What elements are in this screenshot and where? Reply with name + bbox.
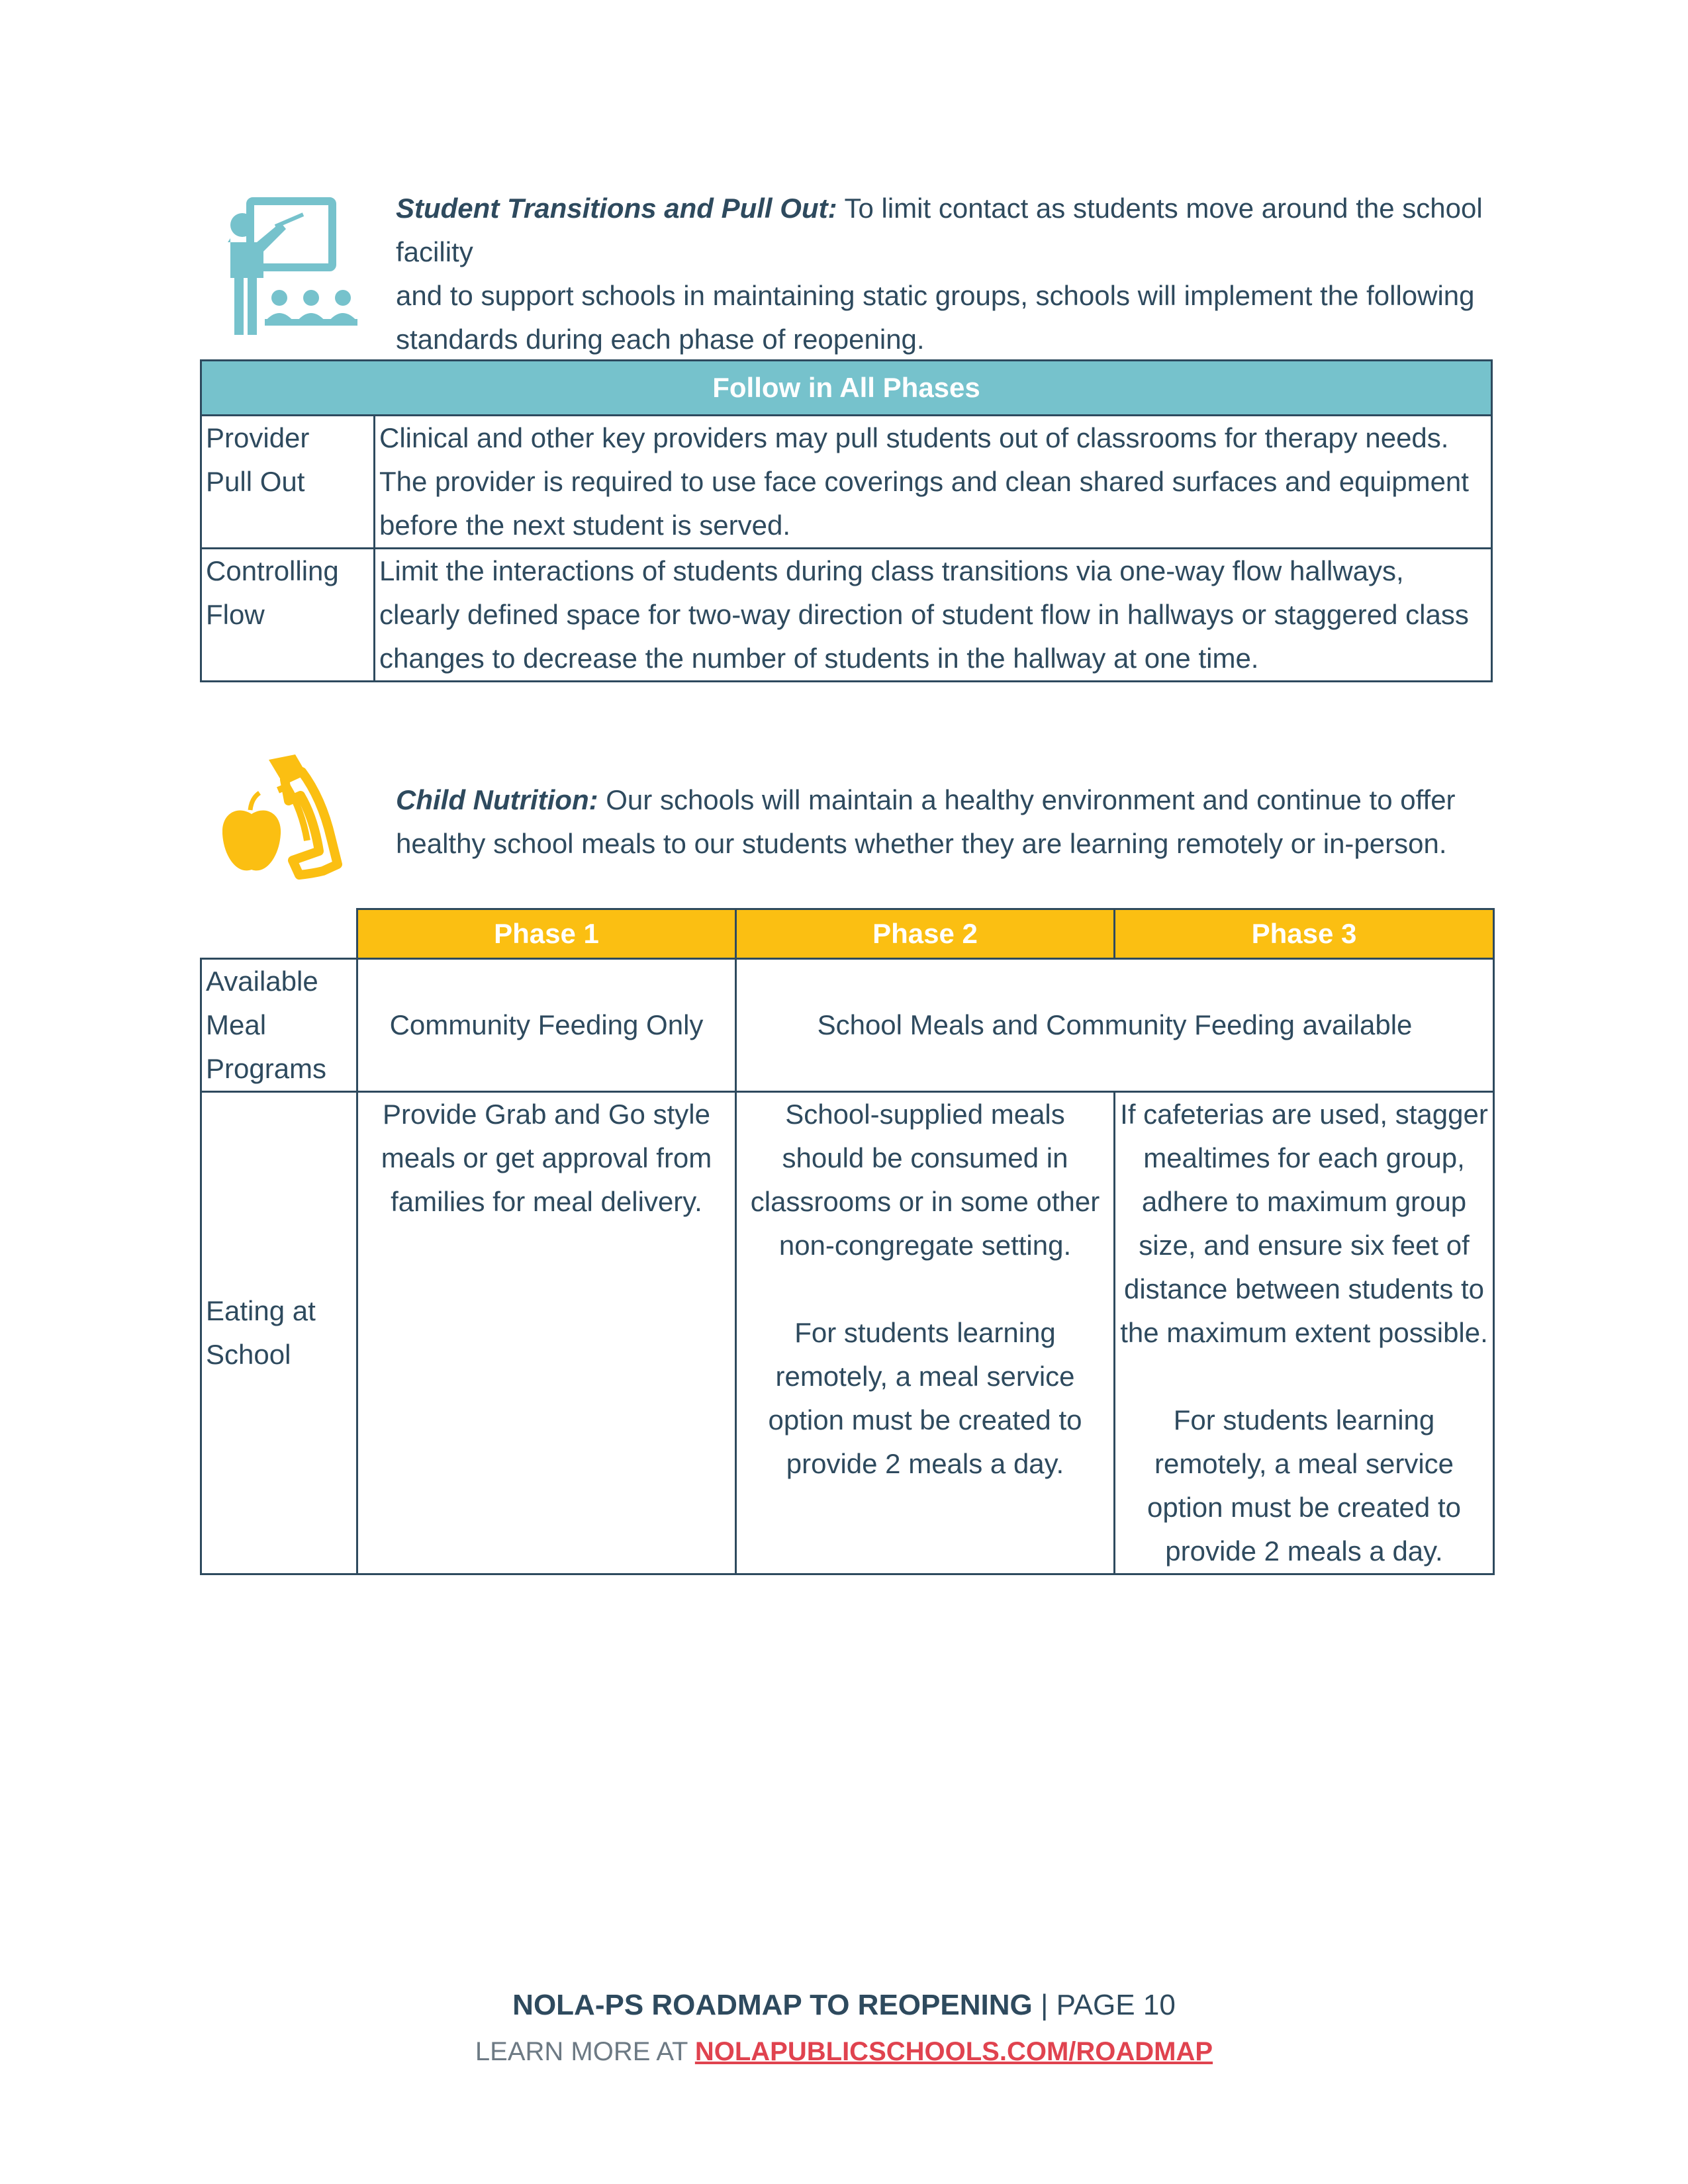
row-text-provider-pull-out: Clinical and other key providers may pull students out of classrooms for therapy needs. The provider is required to use face coverings and clean shared surfaces and equipment before the next student is served. <box>375 416 1492 549</box>
table-corner <box>201 909 357 959</box>
eating-phase1: Provide Grab and Go style meals or get approval from families for meal delivery. <box>357 1092 736 1574</box>
row-label-line: Provider <box>206 422 310 453</box>
section2-intro <box>396 778 1521 866</box>
footer-learn-more-text: LEARN MORE AT <box>475 2037 695 2066</box>
teacher-presentation-icon <box>211 196 367 336</box>
row-label-line: School <box>206 1339 291 1370</box>
table-header-all-phases: Follow in All Phases <box>201 361 1492 416</box>
phase-2-header: Phase 2 <box>736 909 1115 959</box>
footer-roadmap-link[interactable]: NOLAPUBLICSCHOOLS.COM/ROADMAP <box>694 2037 1213 2066</box>
row-label-line: Controlling <box>206 555 339 586</box>
section2-body-line1: Our schools will maintain a healthy environment and continue to offer <box>598 784 1456 815</box>
row-label-line: Available <box>206 966 318 997</box>
nutrition-table <box>200 908 1495 1575</box>
section1-lead: Student Transitions and Pull Out: <box>396 193 837 224</box>
row-label-available-meal-programs <box>201 959 357 1092</box>
footer-page: PAGE 10 <box>1048 1989 1176 2021</box>
eating-phase2-para1: School-supplied meals should be consumed in classrooms or in some other non-congregate setting. <box>750 1099 1100 1261</box>
table-row <box>201 959 1494 1092</box>
eating-phase3-para1: If cafeterias are used, stagger mealtimes for each group, adhere to maximum group size, and ensure six feet of distance between students to the maximum extent possible. <box>1120 1099 1488 1348</box>
row-label-line: Pull Out <box>206 466 305 497</box>
row-label-line: Flow <box>206 599 265 630</box>
transitions-table <box>200 359 1493 682</box>
phase-3-header: Phase 3 <box>1115 909 1494 959</box>
row-label-provider-pull-out <box>201 416 375 549</box>
meal-programs-phase23: School Meals and Community Feeding available <box>736 959 1494 1092</box>
row-label-line: Programs <box>206 1053 327 1084</box>
meal-programs-phase1: Community Feeding Only <box>357 959 736 1092</box>
row-label-line: Meal <box>206 1009 267 1040</box>
row-text-controlling-flow: Limit the interactions of students during class transitions via one-way flow hallways, clearly defined space for two-way direction of student flow in hallways or staggered class changes to decrease the number of students in the hallway at one time. <box>375 549 1492 682</box>
row-label-eating-at-school <box>201 1092 357 1574</box>
section1-body-line3: standards during each phase of reopening. <box>396 324 925 355</box>
section1-body-line1: To limit contact as students move around the school facility <box>396 193 1483 267</box>
section1-intro <box>396 187 1521 361</box>
eating-phase2 <box>736 1092 1115 1574</box>
footer-title <box>0 1989 1688 2022</box>
eating-phase3-para2: For students learning remotely, a meal service option must be created to provide 2 meals a day. <box>1147 1404 1461 1567</box>
footer-separator: | <box>1040 1989 1049 2021</box>
table-row <box>201 1092 1494 1574</box>
footer-learn-more <box>0 2037 1688 2067</box>
table-row <box>201 416 1492 549</box>
section1-body-line2: and to support schools in maintaining static groups, schools will implement the following <box>396 280 1475 311</box>
phase-1-header: Phase 1 <box>357 909 736 959</box>
section2-body-line2: healthy school meals to our students whether they are learning remotely or in-person. <box>396 828 1447 859</box>
footer-doc-title: NOLA-PS ROADMAP TO REOPENING <box>512 1989 1033 2021</box>
row-label-controlling-flow <box>201 549 375 682</box>
eating-phase2-para2: For students learning remotely, a meal service option must be created to provide 2 meals a day. <box>768 1317 1082 1479</box>
section2-lead: Child Nutrition: <box>396 784 598 815</box>
eating-phase3 <box>1115 1092 1494 1574</box>
table-row <box>201 549 1492 682</box>
row-label-line: Eating at <box>206 1295 316 1326</box>
lunch-bag-apple-icon <box>222 751 348 889</box>
